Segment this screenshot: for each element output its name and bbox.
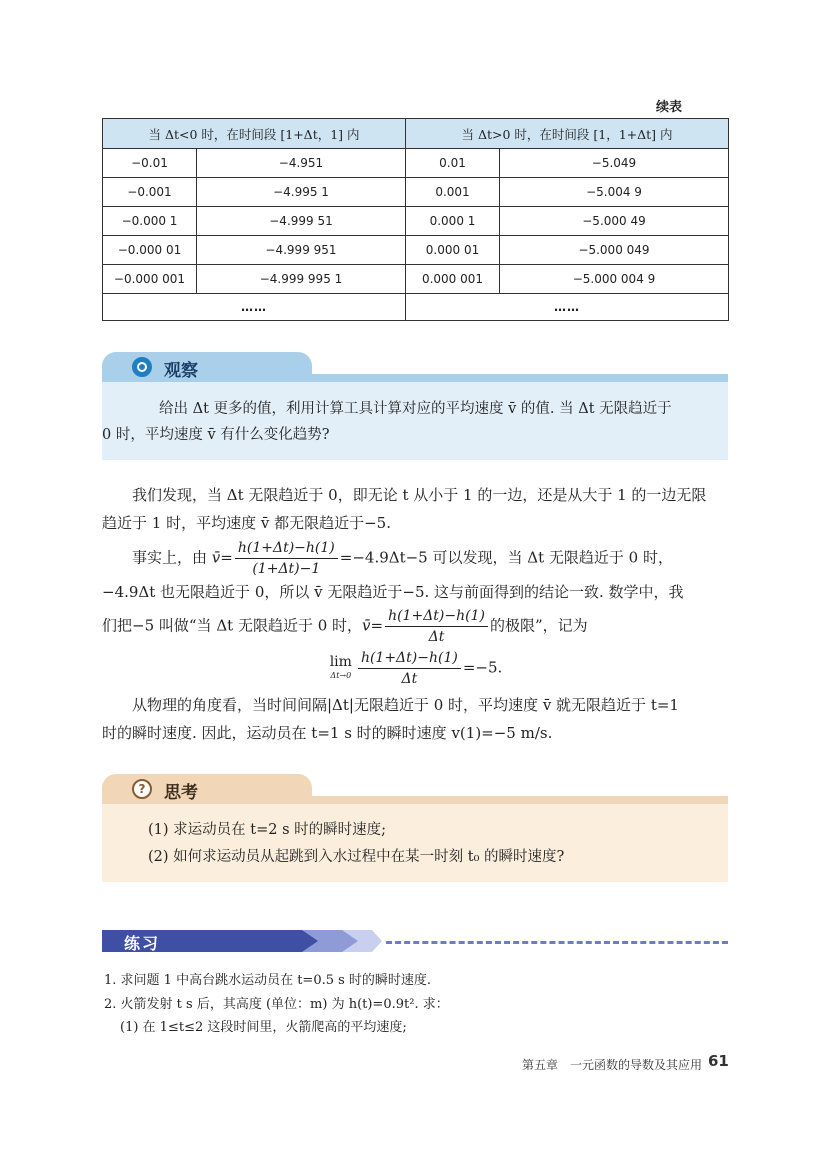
observe-title: 观察	[164, 361, 198, 381]
continued-table-label: 续表	[656, 100, 683, 115]
header-positive-dt: 当 Δt>0 时，在时间段 [1，1+Δt] 内	[406, 119, 729, 149]
think-title: 思考	[164, 783, 198, 803]
table-row	[103, 149, 729, 178]
text-span: 的极限”，记为	[489, 616, 588, 635]
table-cell: 0.000 1	[406, 207, 500, 236]
think-box	[102, 804, 728, 882]
table-cell: −4.999 995 1	[197, 265, 406, 294]
limit-operator	[330, 655, 352, 683]
paragraph-physics-line-2: 时的瞬时速度. 因此，运动员在 t=1 s 时的瞬时速度 v(1)=−5 m/s.	[102, 724, 553, 742]
table-cell: −5.004 9	[500, 178, 729, 207]
fraction-numerator: h(1+Δt)−h(1)	[235, 538, 338, 559]
question-mark-icon: ?	[132, 779, 152, 799]
paragraph-fact-line-2: −4.9Δt 也无限趋近于 0，所以 v̄ 无限趋近于−5. 这与前面得到的结论一致. 数学中，我	[102, 583, 684, 601]
table-cell: −4.999 951	[197, 236, 406, 265]
table-cell: 0.01	[406, 149, 500, 178]
table-cell: 0.000 001	[406, 265, 500, 294]
fraction-denominator: Δt	[428, 629, 445, 645]
velocity-table	[102, 118, 729, 321]
text-span: 们把−5 叫做“当 Δt 无限趋近于 0 时，	[102, 616, 363, 635]
fraction-denominator: Δt	[401, 671, 418, 687]
text-span: =−4.9Δt−5 可以发现，当 Δt 无限趋近于 0 时，	[339, 548, 673, 567]
table-cell: 0.000 01	[406, 236, 500, 265]
fraction	[358, 648, 461, 689]
observe-target-icon	[132, 357, 152, 377]
exercise-dashed-rule	[386, 941, 728, 944]
footer-chapter-title: 第五章 一元函数的导数及其应用	[522, 1058, 703, 1072]
text-span: 事实上，由	[132, 548, 208, 567]
exercise-item-2-1: (1) 在 1≤t≤2 这段时间里，火箭爬高的平均速度;	[120, 1020, 407, 1035]
table-cell: −4.999 51	[197, 207, 406, 236]
table-row	[103, 265, 729, 294]
limit-formula	[102, 648, 730, 689]
ellipsis-left: ……	[103, 294, 406, 321]
v-bar-symbol: v̄	[211, 548, 221, 567]
table-cell: −0.01	[103, 149, 197, 178]
table-row	[103, 207, 729, 236]
table-cell: −4.951	[197, 149, 406, 178]
fraction	[235, 538, 338, 579]
table-header-row	[103, 119, 729, 149]
table-row	[103, 178, 729, 207]
exercise-item-1: 1. 求问题 1 中高台跳水运动员在 t=0.5 s 时的瞬时速度.	[104, 973, 432, 988]
paragraph-fact-line-3	[102, 606, 730, 647]
equals-sign: =	[220, 548, 233, 567]
ellipsis-right: ……	[406, 294, 729, 321]
paragraph-physics-line-1: 从物理的角度看，当时间间隔|Δt|无限趋近于 0 时，平均速度 v̄ 就无限趋近于 t=1	[132, 696, 679, 714]
paragraph-discovery-line-1: 我们发现，当 Δt 无限趋近于 0，即无论 t 从小于 1 的一边，还是从大于 1 的一边无限	[132, 486, 707, 504]
table-row	[103, 236, 729, 265]
fraction	[385, 606, 488, 647]
v-bar-symbol: v̄=	[362, 616, 384, 635]
table-row-ellipsis	[103, 294, 729, 321]
table-cell: 0.001	[406, 178, 500, 207]
think-question-2: (2) 如何求运动员从起跳到入水过程中在某一时刻 t₀ 的瞬时速度?	[148, 849, 565, 865]
table-cell: −0.001	[103, 178, 197, 207]
table-cell: −0.000 1	[103, 207, 197, 236]
table-cell: −5.000 49	[500, 207, 729, 236]
fraction-numerator: h(1+Δt)−h(1)	[385, 606, 488, 627]
fraction-numerator: h(1+Δt)−h(1)	[358, 648, 461, 669]
table-cell: −0.000 001	[103, 265, 197, 294]
observe-text	[102, 396, 710, 448]
paragraph-discovery-line-2: 趋近于 1 时，平均速度 v̄ 都无限趋近于−5.	[102, 514, 391, 532]
table-cell: −4.995 1	[197, 178, 406, 207]
limit-result: =−5.	[462, 658, 503, 677]
observe-text-line: 0 时，平均速度 v̄ 有什么变化趋势?	[102, 427, 330, 443]
table-cell: −5.000 004 9	[500, 265, 729, 294]
table-cell: −0.000 01	[103, 236, 197, 265]
exercise-title: 练习	[124, 934, 161, 953]
observe-text-line: 给出 Δt 更多的值，利用计算工具计算对应的平均速度 v̄ 的值. 当 Δt 无限趋近于	[159, 401, 672, 417]
lim-subscript: Δt→0	[330, 670, 352, 680]
think-question-1: (1) 求运动员在 t=2 s 时的瞬时速度;	[148, 822, 387, 838]
fraction-denominator: (1+Δt)−1	[252, 561, 321, 577]
exercise-item-2: 2. 火箭发射 t s 后，其高度 (单位：m) 为 h(t)=0.9t². 求：	[104, 997, 449, 1012]
table-cell: −5.000 049	[500, 236, 729, 265]
paragraph-fact-line-1	[102, 538, 730, 579]
page-number: 61	[708, 1052, 729, 1070]
header-negative-dt: 当 Δt<0 时，在时间段 [1+Δt，1] 内	[103, 119, 406, 149]
table-cell: −5.049	[500, 149, 729, 178]
lim-word: lim	[329, 653, 352, 670]
